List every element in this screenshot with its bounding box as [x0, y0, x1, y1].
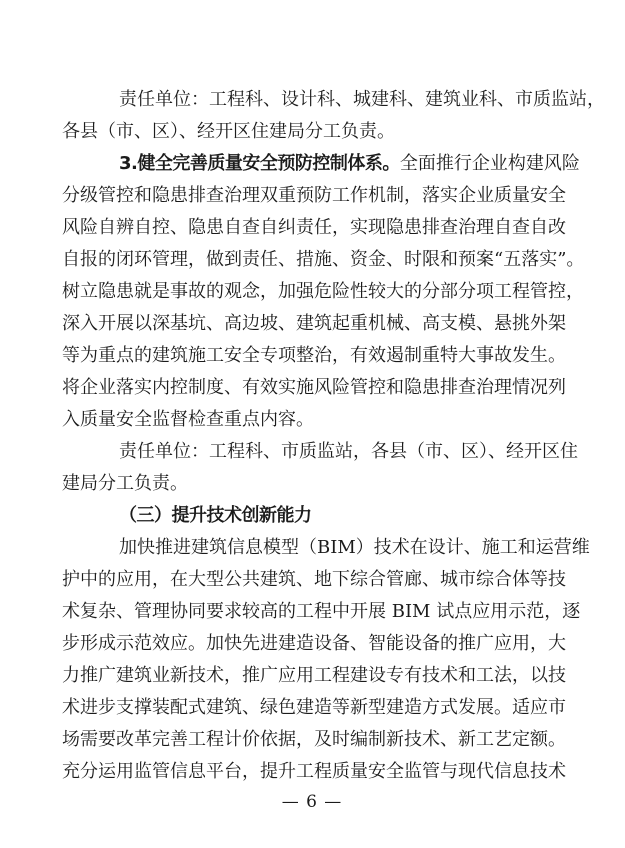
bold-text-segment: （三）提升技术创新能力 — [119, 505, 312, 526]
text-line — [62, 532, 607, 564]
text-line — [62, 148, 607, 180]
text-segment: 场需要改革完善工程计价依据，及时编制新技术、新工艺定额。 — [62, 729, 566, 750]
text-line — [62, 628, 607, 660]
text-line — [62, 564, 607, 596]
text-segment: 责任单位：工程科、设计科、城建科、建筑业科、市质监站， — [119, 89, 605, 110]
text-line — [62, 276, 607, 308]
text-segment: 步形成示范效应。加快先进建造设备、智能设备的推广应用，大 — [62, 633, 566, 654]
text-line — [62, 340, 607, 372]
text-segment: 全面推行企业构建风险 — [399, 153, 580, 174]
text-line — [62, 308, 607, 340]
text-line — [62, 212, 607, 244]
text-line — [62, 244, 607, 276]
text-segment: 等为重点的建筑施工安全专项整治，有效遏制重特大事故发生。 — [62, 345, 566, 366]
text-line — [62, 404, 607, 436]
text-line — [62, 756, 607, 788]
text-segment: 术进步支撑装配式建筑、绿色建造等新型建造方式发展。适应市 — [62, 697, 566, 718]
text-segment: 入质量安全监督检查重点内容。 — [62, 409, 314, 430]
text-segment: 充分运用监管信息平台，提升工程质量安全监管与现代信息技术 — [62, 761, 566, 782]
text-line — [62, 116, 607, 148]
text-segment: 深入开展以深基坑、高边坡、建筑起重机械、高支模、悬挑外架 — [62, 313, 566, 334]
text-segment: 力推广建筑业新技术，推广应用工程建设专有技术和工法，以技 — [62, 665, 566, 686]
document-body — [62, 84, 607, 788]
text-line — [62, 468, 607, 500]
text-segment: 将企业落实内控制度、有效实施风险管控和隐患排查治理情况列 — [62, 377, 566, 398]
page-number-footer: — 6 — — [281, 792, 343, 812]
bold-text-segment: 3.健全完善质量安全预防控制体系。 — [119, 153, 400, 174]
text-segment: 自报的闭环管理，做到责任、措施、资金、时限和预案“五落实”。 — [62, 249, 585, 270]
text-line — [62, 500, 607, 532]
text-line — [62, 692, 607, 724]
text-segment: 加快推进建筑信息模型（BIM）技术在设计、施工和运营维 — [119, 537, 590, 558]
text-line — [62, 180, 607, 212]
text-line — [62, 596, 607, 628]
text-segment: 树立隐患就是事故的观念，加强危险性较大的分部分项工程管控， — [62, 281, 584, 302]
text-segment: 术复杂、管理协同要求较高的工程中开展 BIM 试点应用示范，逐 — [62, 601, 581, 622]
text-line — [62, 660, 607, 692]
text-segment: 责任单位：工程科、市质监站，各县（市、区）、经开区住 — [119, 441, 578, 462]
text-segment: 风险自辨自控、隐患自查自纠责任，实现隐患排查治理自查自改 — [62, 217, 566, 238]
text-segment: 护中的应用，在大型公共建筑、地下综合管廊、城市综合体等技 — [62, 569, 566, 590]
text-segment: 各县（市、区）、经开区住建局分工负责。 — [62, 121, 395, 142]
text-line — [62, 84, 607, 116]
text-line — [62, 436, 607, 468]
text-line — [62, 724, 607, 756]
text-segment: 分级管控和隐患排查治理双重预防工作机制，落实企业质量安全 — [62, 185, 566, 206]
text-segment: 建局分工负责。 — [62, 473, 188, 494]
text-line — [62, 372, 607, 404]
